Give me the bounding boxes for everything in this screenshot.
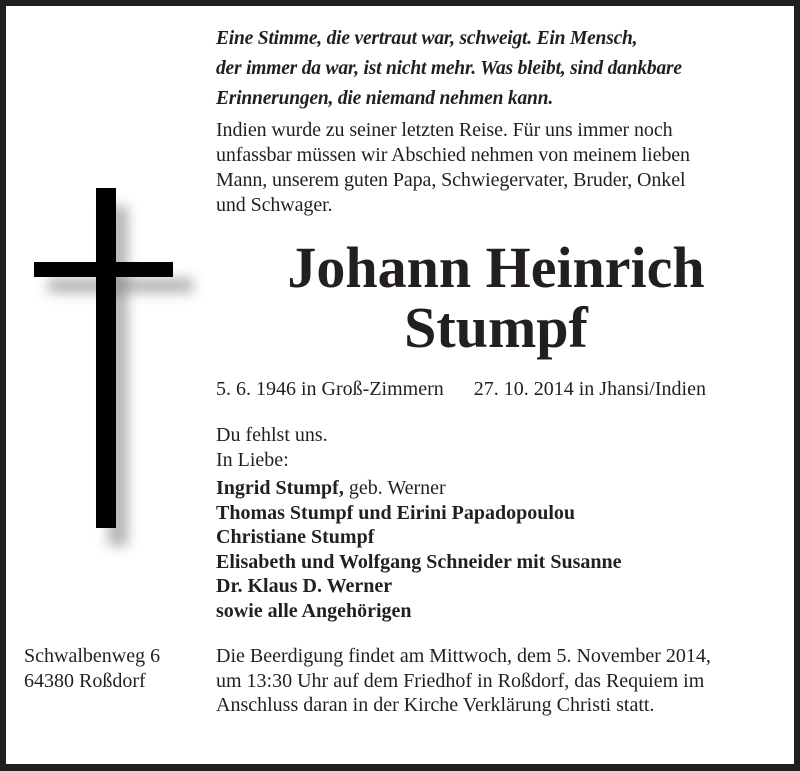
- announcement-line: Mann, unserem guten Papa, Schwiegervater, Bruder, Onkel: [216, 169, 686, 191]
- address-street: Schwalbenweg 6: [24, 645, 161, 667]
- deceased-name-last: Stumpf: [404, 295, 588, 360]
- funeral-line: Anschluss daran in der Kirche Verklärung Christi statt.: [216, 694, 655, 716]
- cross-vertical-beam: [96, 188, 116, 528]
- death-date: 27. 10. 2014 in Jhansi/Indien: [473, 378, 706, 400]
- farewell-line: Du fehlst uns.: [216, 424, 328, 446]
- funeral-line: Die Beerdigung findet am Mittwoch, dem 5. November 2014,: [216, 645, 711, 667]
- deceased-name-first: Johann Heinrich: [287, 235, 705, 300]
- life-dates: [216, 377, 706, 402]
- mourner-name: Thomas Stumpf und Eirini Papadopoulou: [216, 501, 576, 524]
- mourner-note: geb. Werner: [343, 477, 446, 499]
- cross-horizontal-beam: [34, 262, 173, 277]
- announcement-line: Indien wurde zu seiner letzten Reise. Für uns immer noch: [216, 119, 673, 141]
- mourner-name: sowie alle Angehörigen: [216, 599, 412, 622]
- mourner-entry: [216, 525, 622, 550]
- family-address: [24, 644, 160, 693]
- cross-shadow-horizontal: [48, 278, 193, 293]
- mourner-name: Elisabeth und Wolfgang Schneider mit Susanne: [216, 550, 622, 573]
- mourner-entry: [216, 550, 622, 575]
- mourner-entry: [216, 599, 622, 624]
- announcement-line: unfassbar müssen wir Abschied nehmen von meinem lieben: [216, 144, 690, 166]
- farewell-line: In Liebe:: [216, 449, 289, 471]
- announcement-line: und Schwager.: [216, 194, 333, 216]
- address-city: 64380 Roßdorf: [24, 669, 146, 692]
- mourners-list: [216, 476, 622, 623]
- funeral-details: [216, 644, 711, 718]
- obituary-page: [6, 6, 794, 764]
- birth-date: 5. 6. 1946 in Groß-Zimmern: [216, 378, 444, 400]
- announcement-text: [216, 118, 690, 218]
- intro-quote-line: Eine Stimme, die vertraut war, schweigt. Ein Mensch,: [216, 28, 638, 49]
- mourner-entry: [216, 501, 622, 526]
- mourner-name: Dr. Klaus D. Werner: [216, 575, 393, 597]
- mourner-name: Ingrid Stumpf,: [216, 477, 344, 499]
- mourner-name: Christiane Stumpf: [216, 526, 375, 548]
- intro-quote-line: Erinnerungen, die niemand nehmen kann.: [216, 88, 553, 109]
- funeral-line: um 13:30 Uhr auf dem Friedhof in Roßdorf, das Requiem im: [216, 669, 705, 692]
- mourner-entry: [216, 574, 622, 599]
- mourner-entry: [216, 476, 622, 501]
- intro-quote-line: der immer da war, ist nicht mehr. Was bleibt, sind dankbare: [216, 58, 682, 79]
- intro-quote: [216, 24, 682, 114]
- farewell-text: [216, 423, 328, 473]
